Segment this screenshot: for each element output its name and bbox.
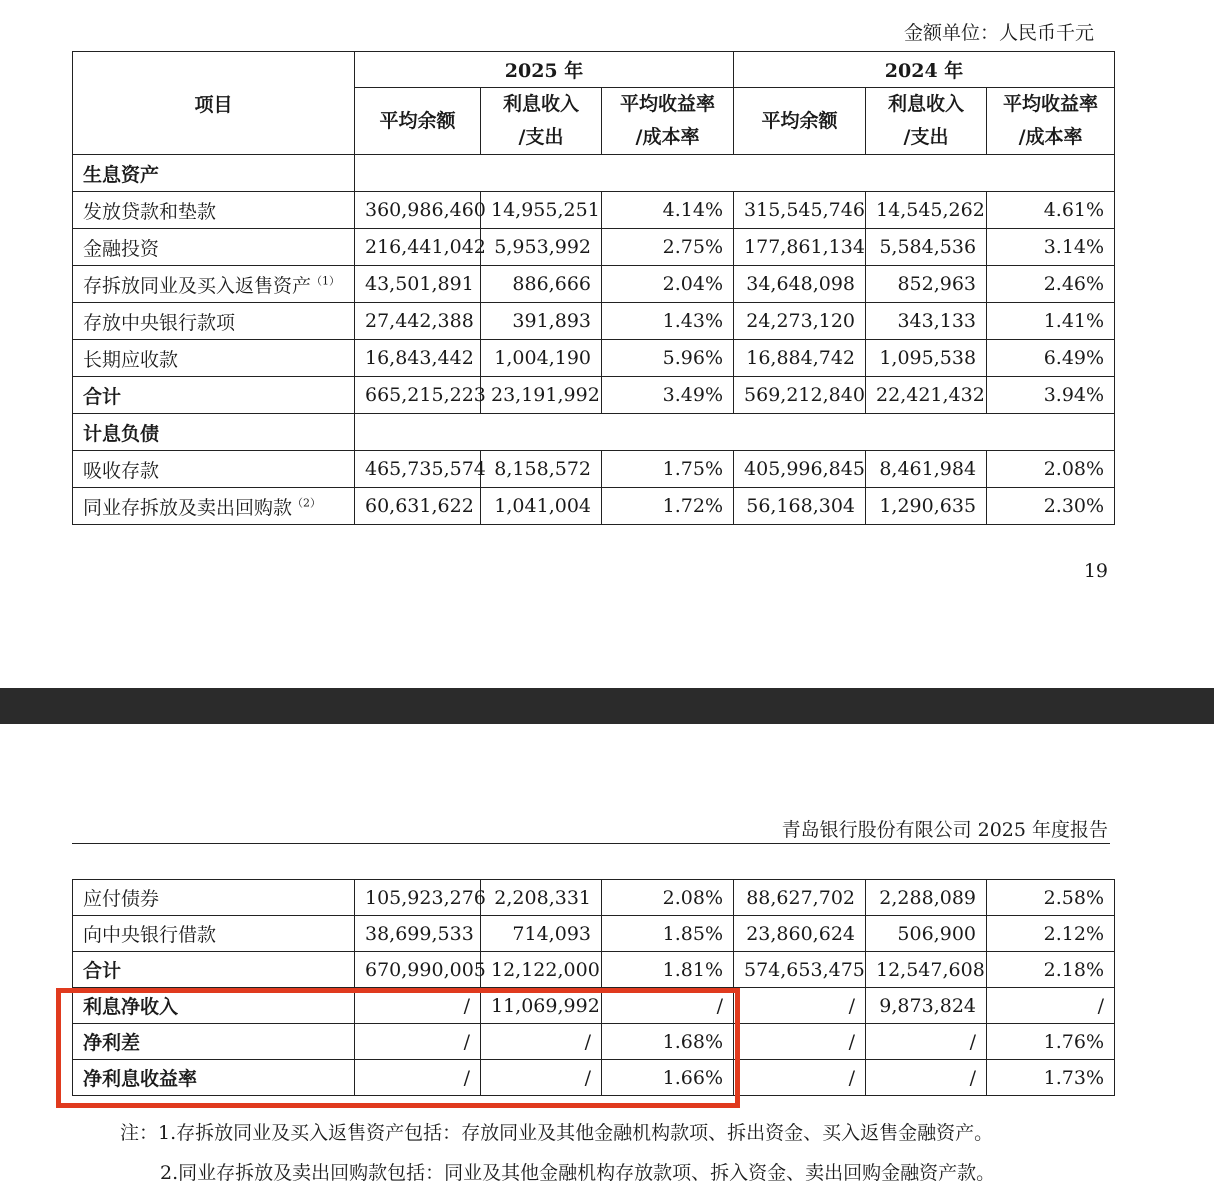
table-cell: 1,290,635 bbox=[866, 488, 987, 525]
table-cell: 670,990,005 bbox=[355, 952, 481, 988]
table-body-bottom bbox=[73, 880, 1115, 1096]
table-row bbox=[73, 266, 1115, 303]
header-yield-2024: 平均收益率 /成本率 bbox=[987, 88, 1115, 155]
table-cell: 1,004,190 bbox=[481, 340, 602, 377]
table-cell: 2.12% bbox=[987, 916, 1115, 952]
table-cell: 1.41% bbox=[987, 303, 1115, 340]
table-row bbox=[73, 1024, 1115, 1060]
table-cell: 714,093 bbox=[481, 916, 602, 952]
footnote-mark: （1） bbox=[311, 274, 341, 288]
table-cell: 852,963 bbox=[866, 266, 987, 303]
table-cell: 9,873,824 bbox=[866, 988, 987, 1024]
table-cell: / bbox=[355, 1024, 481, 1060]
table-cell: 343,133 bbox=[866, 303, 987, 340]
table-cell: 2,208,331 bbox=[481, 880, 602, 916]
table-cell: 2.04% bbox=[602, 266, 734, 303]
table-cell: 8,158,572 bbox=[481, 451, 602, 488]
table-cell: 12,547,608 bbox=[866, 952, 987, 988]
table-cell: 60,631,622 bbox=[355, 488, 481, 525]
table-cell: 2.08% bbox=[987, 451, 1115, 488]
table-cell: / bbox=[987, 988, 1115, 1024]
table-cell: 360,986,460 bbox=[355, 192, 481, 229]
table-cell: / bbox=[355, 988, 481, 1024]
table-cell: 2.18% bbox=[987, 952, 1115, 988]
table-row bbox=[73, 340, 1115, 377]
table-row bbox=[73, 988, 1115, 1024]
page-divider bbox=[0, 688, 1214, 724]
table-cell: 574,653,475 bbox=[734, 952, 866, 988]
table-row bbox=[73, 451, 1115, 488]
header-yield-2025: 平均收益率 /成本率 bbox=[602, 88, 734, 155]
table-cell: 56,168,304 bbox=[734, 488, 866, 525]
table-cell: / bbox=[355, 1060, 481, 1096]
table-cell: 3.94% bbox=[987, 377, 1115, 414]
table-cell: 1.73% bbox=[987, 1060, 1115, 1096]
note-1: 注：1.存拆放同业及买入返售资产包括：存放同业及其他金融机构款项、拆出资金、买入返售金融资产。 bbox=[120, 1122, 994, 1144]
table-cell: 1.66% bbox=[602, 1060, 734, 1096]
table-row bbox=[73, 303, 1115, 340]
table-cell: 43,501,891 bbox=[355, 266, 481, 303]
table-cell: 315,545,746 bbox=[734, 192, 866, 229]
table-cell: 16,843,442 bbox=[355, 340, 481, 377]
unit-note: 金额单位：人民币千元 bbox=[903, 22, 1094, 44]
table-cell: 14,955,251 bbox=[481, 192, 602, 229]
table-cell: 2.30% bbox=[987, 488, 1115, 525]
row-label: 净利差 bbox=[73, 1024, 355, 1060]
row-label: 合计 bbox=[73, 377, 355, 414]
table-cell: 5,953,992 bbox=[481, 229, 602, 266]
table-cell: 1,041,004 bbox=[481, 488, 602, 525]
row-label: 向中央银行借款 bbox=[73, 916, 355, 952]
table-cell: 4.61% bbox=[987, 192, 1115, 229]
table-cell: 506,900 bbox=[866, 916, 987, 952]
table-cell: 1.43% bbox=[602, 303, 734, 340]
table-cell: 2.75% bbox=[602, 229, 734, 266]
table-row bbox=[73, 488, 1115, 525]
table-cell: 27,442,388 bbox=[355, 303, 481, 340]
table-row bbox=[73, 377, 1115, 414]
table-cell: 38,699,533 bbox=[355, 916, 481, 952]
header-avg-balance-2025: 平均余额 bbox=[355, 88, 481, 155]
table-cell: 23,191,992 bbox=[481, 377, 602, 414]
table-row bbox=[73, 229, 1115, 266]
table-cell: 1.72% bbox=[602, 488, 734, 525]
interest-table-top bbox=[72, 51, 1115, 525]
table-cell: 1.68% bbox=[602, 1024, 734, 1060]
table-cell: 34,648,098 bbox=[734, 266, 866, 303]
table-cell: 5,584,536 bbox=[866, 229, 987, 266]
row-label: 应付债券 bbox=[73, 880, 355, 916]
table-cell: 23,860,624 bbox=[734, 916, 866, 952]
table-row bbox=[73, 916, 1115, 952]
section-label: 生息资产 bbox=[73, 155, 355, 192]
header-interest-2024: 利息收入 /支出 bbox=[866, 88, 987, 155]
table-body-top bbox=[73, 155, 1115, 525]
row-label: 发放贷款和垫款 bbox=[73, 192, 355, 229]
header-avg-balance-2024: 平均余额 bbox=[734, 88, 866, 155]
table-cell: 465,735,574 bbox=[355, 451, 481, 488]
section-row bbox=[73, 414, 1115, 451]
table-cell: 105,923,276 bbox=[355, 880, 481, 916]
footnote-mark: （2） bbox=[292, 496, 322, 510]
row-label: 金融投资 bbox=[73, 229, 355, 266]
table-cell: 24,273,120 bbox=[734, 303, 866, 340]
table-cell: / bbox=[866, 1024, 987, 1060]
row-label: 合计 bbox=[73, 952, 355, 988]
table-cell: 2.46% bbox=[987, 266, 1115, 303]
table-cell: 8,461,984 bbox=[866, 451, 987, 488]
table-cell: 177,861,134 bbox=[734, 229, 866, 266]
row-label: 存拆放同业及买入返售资产$^{(1)}$ bbox=[73, 266, 355, 303]
table-cell: 14,545,262 bbox=[866, 192, 987, 229]
table-cell: 1.75% bbox=[602, 451, 734, 488]
table-cell: 2,288,089 bbox=[866, 880, 987, 916]
header-item: 项目 bbox=[73, 52, 355, 155]
table-cell: 22,421,432 bbox=[866, 377, 987, 414]
table-cell: / bbox=[734, 988, 866, 1024]
row-label: 长期应收款 bbox=[73, 340, 355, 377]
row-label: 同业存拆放及卖出回购款$^{(2)}$ bbox=[73, 488, 355, 525]
table-cell: / bbox=[734, 1060, 866, 1096]
header-rule bbox=[72, 843, 1110, 844]
table-cell: / bbox=[481, 1024, 602, 1060]
table-row bbox=[73, 952, 1115, 988]
table-cell: 12,122,000 bbox=[481, 952, 602, 988]
table-cell: 3.14% bbox=[987, 229, 1115, 266]
section-row bbox=[73, 155, 1115, 192]
table-cell: 6.49% bbox=[987, 340, 1115, 377]
table-cell: 2.58% bbox=[987, 880, 1115, 916]
note-2: 2.同业存拆放及卖出回购款包括：同业及其他金融机构存放款项、拆入资金、卖出回购金融资产款。 bbox=[160, 1162, 996, 1184]
table-cell: 405,996,845 bbox=[734, 451, 866, 488]
row-label: 吸收存款 bbox=[73, 451, 355, 488]
section-filler bbox=[355, 414, 1115, 451]
header-year-2025: 2025 年 bbox=[355, 52, 734, 88]
table-cell: 391,893 bbox=[481, 303, 602, 340]
table-cell: 16,884,742 bbox=[734, 340, 866, 377]
table-cell: / bbox=[481, 1060, 602, 1096]
section-filler bbox=[355, 155, 1115, 192]
table-cell: 4.14% bbox=[602, 192, 734, 229]
table-cell: 11,069,992 bbox=[481, 988, 602, 1024]
table-cell: 2.08% bbox=[602, 880, 734, 916]
interest-table-bottom bbox=[72, 879, 1115, 1096]
table-cell: / bbox=[602, 988, 734, 1024]
table-row bbox=[73, 192, 1115, 229]
table-cell: 88,627,702 bbox=[734, 880, 866, 916]
section-label: 计息负债 bbox=[73, 414, 355, 451]
table-cell: 1,095,538 bbox=[866, 340, 987, 377]
table-cell: 1.85% bbox=[602, 916, 734, 952]
table-cell: 569,212,840 bbox=[734, 377, 866, 414]
table-cell: 216,441,042 bbox=[355, 229, 481, 266]
header-interest-2025: 利息收入 /支出 bbox=[481, 88, 602, 155]
row-label: 利息净收入 bbox=[73, 988, 355, 1024]
table-cell: 5.96% bbox=[602, 340, 734, 377]
table-cell: / bbox=[734, 1024, 866, 1060]
table-cell: 886,666 bbox=[481, 266, 602, 303]
row-label: 净利息收益率 bbox=[73, 1060, 355, 1096]
table-row bbox=[73, 1060, 1115, 1096]
table-cell: 1.81% bbox=[602, 952, 734, 988]
table-cell: 665,215,223 bbox=[355, 377, 481, 414]
table-cell: / bbox=[866, 1060, 987, 1096]
table-row bbox=[73, 880, 1115, 916]
table-cell: 1.76% bbox=[987, 1024, 1115, 1060]
report-header: 青岛银行股份有限公司 2025 年度报告 bbox=[781, 819, 1108, 841]
row-label: 存放中央银行款项 bbox=[73, 303, 355, 340]
header-year-2024: 2024 年 bbox=[734, 52, 1115, 88]
table-cell: 3.49% bbox=[602, 377, 734, 414]
page-number: 19 bbox=[1083, 560, 1108, 582]
